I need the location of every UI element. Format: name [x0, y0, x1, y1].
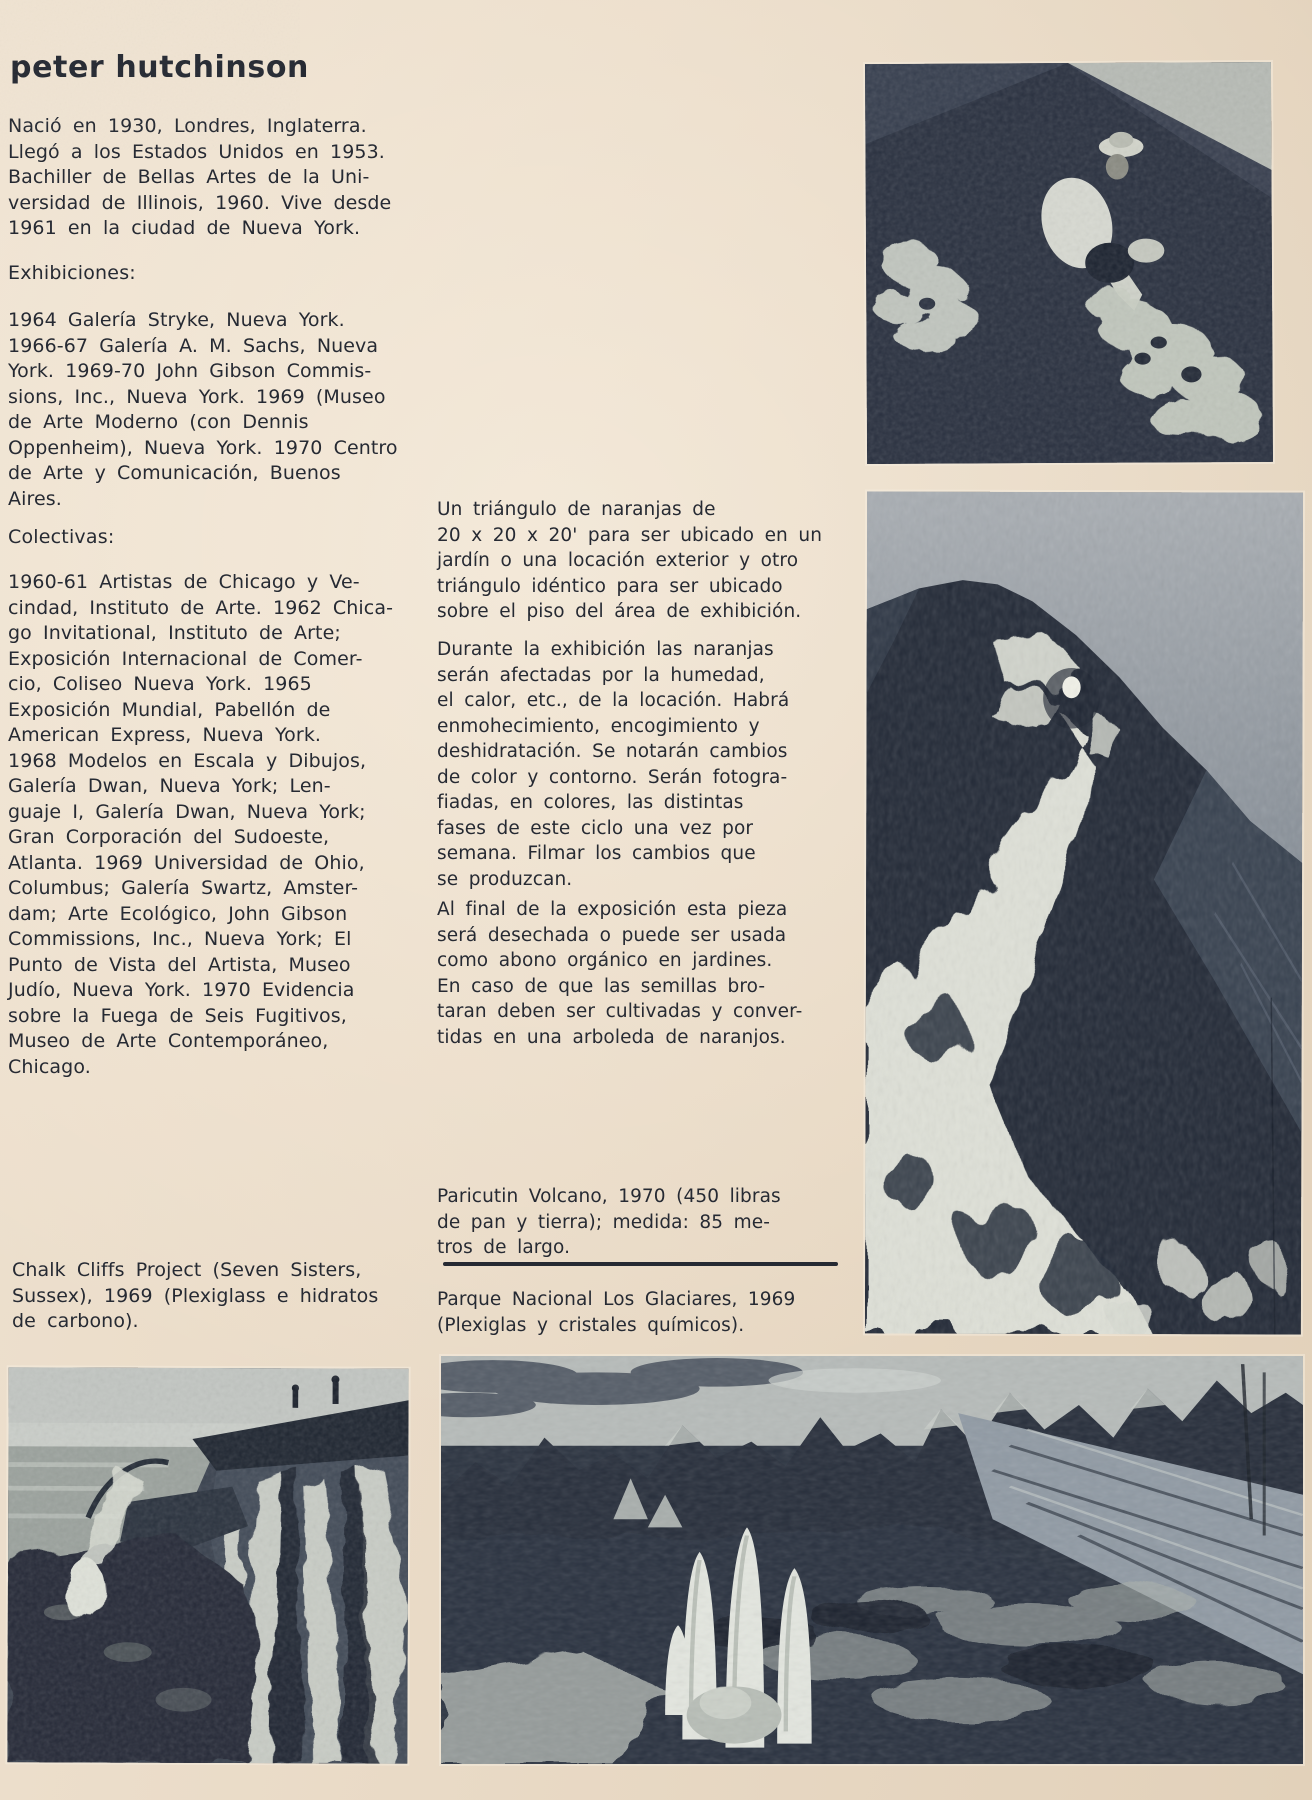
- text-line: tidas en una arboleda de naranjos.: [437, 1026, 786, 1048]
- paricutin-volcano-image: [865, 491, 1303, 1334]
- text-line: guaje I, Galería Dwan, Nueva York;: [8, 800, 366, 823]
- text-line: sobre la Fuega de Seis Fugitivos,: [8, 1004, 347, 1027]
- text-line: fases de este ciclo una vez por: [437, 817, 754, 839]
- text-line: de carbono).: [12, 1310, 139, 1332]
- text-line: Sussex), 1969 (Plexiglass e hidratos: [12, 1284, 379, 1307]
- text-line: Judío, Nueva York. 1970 Evidencia: [8, 979, 355, 1001]
- project-paragraph-2: [437, 637, 793, 892]
- text-line: Museo de Arte Contemporáneo,: [8, 1030, 329, 1052]
- text-line: semana. Filmar los cambios que: [437, 843, 756, 864]
- text-line: versidad de Illinois, 1960. Vive desde: [8, 191, 392, 214]
- text-line: de pan y tierra); medida: 85 me-: [437, 1211, 771, 1233]
- artist-on-slope-photo: [865, 62, 1273, 464]
- text-line: Exposición Mundial, Pabellón de: [8, 698, 331, 721]
- text-line: sobre el piso del área de exhibición.: [437, 601, 802, 622]
- text-line: York. 1969-70 John Gibson Commis-: [8, 360, 372, 382]
- text-line: 1966-67 Galería A. M. Sachs, Nueva: [8, 334, 379, 357]
- text-line: de Arte y Comunicación, Buenos: [8, 462, 341, 484]
- text-line: serán afectadas por la humedad,: [437, 664, 765, 686]
- chalk-cliffs-caption: [12, 1258, 404, 1335]
- text-line: 1961 en la ciudad de Nueva York.: [8, 217, 361, 239]
- text-line: Punto de Vista del Artista, Museo: [8, 953, 351, 976]
- text-line: como abono orgánico en jardines.: [437, 950, 773, 971]
- text-line: Al final de la exposición esta pieza: [437, 899, 788, 920]
- text-line: American Express, Nueva York.: [8, 724, 322, 746]
- caption-divider-rule: [443, 1262, 838, 1266]
- text-line: de Arte Moderno (con Dennis: [8, 411, 309, 433]
- text-line: Gran Corporación del Sudoeste,: [8, 826, 330, 848]
- text-line: Bachiller de Bellas Artes de la Uni-: [8, 166, 370, 188]
- text-line: (Plexiglas y cristales químicos).: [437, 1314, 745, 1336]
- text-line: Commissions, Inc., Nueva York; El: [8, 928, 352, 950]
- text-line: Llegó a los Estados Unidos en 1953.: [8, 140, 385, 163]
- text-line: enmohecimiento, encogimiento y: [437, 715, 760, 737]
- text-line: jardín o una locación exterior y otro: [437, 550, 799, 571]
- exhibitions-list: [8, 308, 404, 512]
- collectives-list: [8, 570, 404, 1080]
- glaciares-caption: [437, 1287, 847, 1338]
- text-line: Exposición Internacional de Comer-: [8, 647, 363, 670]
- text-line: Paricutin Volcano, 1970 (450 libras: [437, 1186, 781, 1207]
- text-line: Chalk Cliffs Project (Seven Sisters,: [12, 1259, 362, 1281]
- text-line: de color y contorno. Serán fotogra-: [437, 766, 788, 788]
- text-line: Un triángulo de naranjas de: [437, 499, 716, 520]
- text-line: 1968 Modelos en Escala y Dibujos,: [8, 749, 367, 772]
- chalk-cliffs-photo: [7, 1367, 408, 1763]
- artist-bio: [8, 114, 404, 242]
- chalk-cliffs-image: [7, 1367, 408, 1763]
- text-line: sions, Inc., Nueva York. 1969 (Museo: [8, 385, 386, 408]
- artist-on-slope-image: [865, 62, 1273, 464]
- project-paragraph-1: [437, 497, 823, 625]
- text-line: será desechada o puede ser usada: [437, 924, 787, 946]
- text-line: 1964 Galería Stryke, Nueva York.: [8, 309, 345, 331]
- text-line: fiadas, en colores, las distintas: [437, 792, 744, 813]
- glacier-crystals-photo: [441, 1356, 1303, 1764]
- text-line: Columbus; Galería Swartz, Amster-: [8, 877, 359, 899]
- text-line: Durante la exhibición las naranjas: [437, 639, 774, 660]
- text-line: Nació en 1930, Londres, Inglaterra.: [8, 115, 367, 137]
- text-line: cio, Coliseo Nueva York. 1965: [8, 673, 312, 695]
- text-line: tros de largo.: [437, 1237, 571, 1258]
- collectives-heading: Colectivas:: [8, 526, 115, 548]
- text-line: se produzcan.: [437, 868, 573, 890]
- text-line: deshidratación. Se notarán cambios: [437, 741, 788, 762]
- text-line: el calor, etc., de la locación. Habrá: [437, 690, 790, 711]
- project-paragraph-3: [437, 897, 803, 1050]
- paricutin-caption: [437, 1184, 807, 1261]
- text-line: En caso de que las semillas bro-: [437, 975, 766, 997]
- text-line: 1960-61 Artistas de Chicago y Ve-: [8, 571, 360, 593]
- exhibitions-heading: Exhibiciones:: [8, 262, 136, 284]
- text-line: dam; Arte Ecológico, John Gibson: [8, 902, 348, 925]
- text-line: go Invitational, Instituto de Arte;: [8, 622, 341, 644]
- text-line: Chicago.: [8, 1055, 91, 1078]
- page-title: peter hutchinson: [10, 50, 310, 85]
- text-line: triángulo idéntico para ser ubicado: [437, 575, 783, 597]
- text-line: taran deben ser cultivadas y conver-: [437, 1001, 803, 1022]
- text-line: Atlanta. 1969 Universidad de Ohio,: [8, 851, 365, 874]
- glacier-crystals-image: [441, 1356, 1303, 1764]
- text-line: Parque Nacional Los Glaciares, 1969: [437, 1289, 796, 1310]
- text-line: 20 x 20 x 20' para ser ubicado en un: [437, 524, 823, 546]
- paricutin-volcano-photo: [865, 491, 1303, 1334]
- text-line: Oppenheim), Nueva York. 1970 Centro: [8, 436, 398, 459]
- text-line: Aires.: [8, 487, 62, 510]
- text-line: Galería Dwan, Nueva York; Len-: [8, 775, 331, 797]
- text-line: cindad, Instituto de Arte. 1962 Chica-: [8, 596, 394, 619]
